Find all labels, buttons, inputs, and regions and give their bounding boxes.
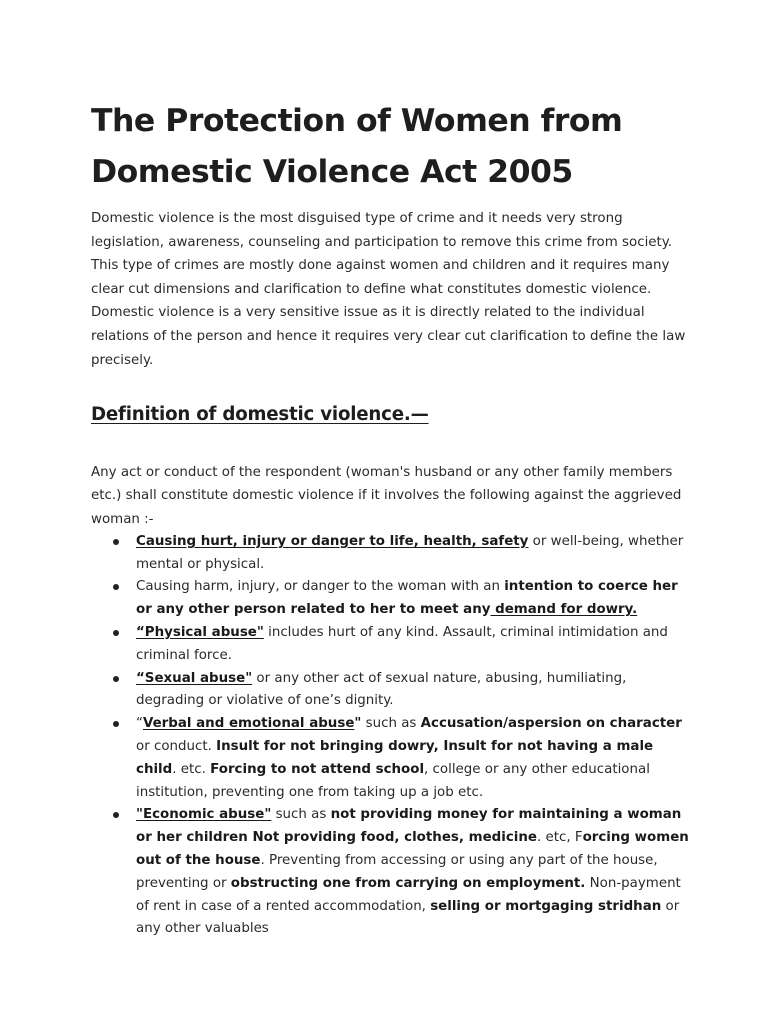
item-emphasis: intention to coerce her or any other person related to her to meet any xyxy=(136,579,678,618)
item-text: , college or any other educational institution, preventing one from taking up a job etc. xyxy=(136,761,650,800)
section-lead-paragraph: Any act or conduct of the respondent (woman's husband or any other family members etc.) shall constitute domestic violence if it involves the following against the aggrieved woman :- xyxy=(91,465,682,527)
bullet-icon xyxy=(113,630,119,636)
intro-paragraph: Domestic violence is the most disguised type of crime and it needs very strong legislation, awareness, counseling and participation to remove this crime from society. This type of crimes are mostly done against women and children and it requires many clear cut dimensions and clarification to define what constitutes domestic violence. Domestic violence is a very sensitive issue as it is directly related to the individual relations of the person and hence it requires very clear cut clarification to define the law precisely. xyxy=(91,211,686,368)
item-text: Non-payment of rent in case of a rented accommodation, xyxy=(136,875,681,914)
list-item xyxy=(91,713,691,804)
bullet-icon xyxy=(113,812,119,818)
item-emphasis: not providing money for maintaining a woman or her children Not providing food, clothes, medicine xyxy=(136,807,682,846)
item-text: or well-being, whether mental or physical. xyxy=(136,533,684,572)
list-item xyxy=(91,622,691,668)
item-text: such as xyxy=(361,716,421,732)
item-emphasis: Verbal and emotional abuse xyxy=(142,716,355,732)
item-text: or any other valuables xyxy=(136,898,680,937)
item-emphasis: obstructing one from carrying on employment. xyxy=(230,875,586,891)
bullet-icon xyxy=(113,539,119,545)
item-text: . etc, F xyxy=(536,830,583,846)
item-text: . etc. xyxy=(172,761,211,777)
item-text: “ xyxy=(136,716,143,732)
bullet-icon xyxy=(113,584,119,590)
section-heading: Definition of domestic violence.— xyxy=(91,404,429,426)
item-emphasis: selling or mortgaging stridhan xyxy=(430,898,662,914)
item-emphasis: Forcing to not attend school xyxy=(210,761,425,777)
list-item xyxy=(91,804,691,941)
item-emphasis: demand for dowry. xyxy=(490,602,638,618)
item-emphasis: Causing hurt, injury or danger to life, health, safety xyxy=(136,533,529,549)
item-text: Causing harm, injury, or danger to the woman with an xyxy=(136,579,505,595)
item-text: such as xyxy=(271,807,331,823)
item-emphasis: “Sexual abuse" xyxy=(136,670,253,686)
document-content xyxy=(91,96,691,941)
item-emphasis: "Economic abuse" xyxy=(136,807,272,823)
item-text: or conduct. xyxy=(136,738,217,754)
list-item xyxy=(91,531,691,577)
item-text: . Preventing from accessing or using any part of the house, preventing or xyxy=(136,852,658,891)
definition-list xyxy=(91,531,691,941)
item-emphasis: Accusation/aspersion on character xyxy=(420,716,682,732)
item-emphasis: Insult for not bringing dowry, Insult for not having a male child xyxy=(136,738,654,777)
page-title: The Protection of Women from Domestic Violence Act 2005 xyxy=(91,103,623,190)
item-emphasis: " xyxy=(354,716,362,732)
bullet-icon xyxy=(113,676,119,682)
list-item xyxy=(91,668,691,714)
list-item xyxy=(91,576,691,622)
item-text: or any other act of sexual nature, abusing, humiliating, degrading or violative of one’s dignity. xyxy=(136,670,627,709)
item-text: includes hurt of any kind. Assault, criminal intimidation and criminal force. xyxy=(136,624,668,663)
item-emphasis: “Physical abuse" xyxy=(136,624,264,640)
item-emphasis: orcing women out of the house xyxy=(136,830,689,868)
bullet-icon xyxy=(113,721,119,727)
